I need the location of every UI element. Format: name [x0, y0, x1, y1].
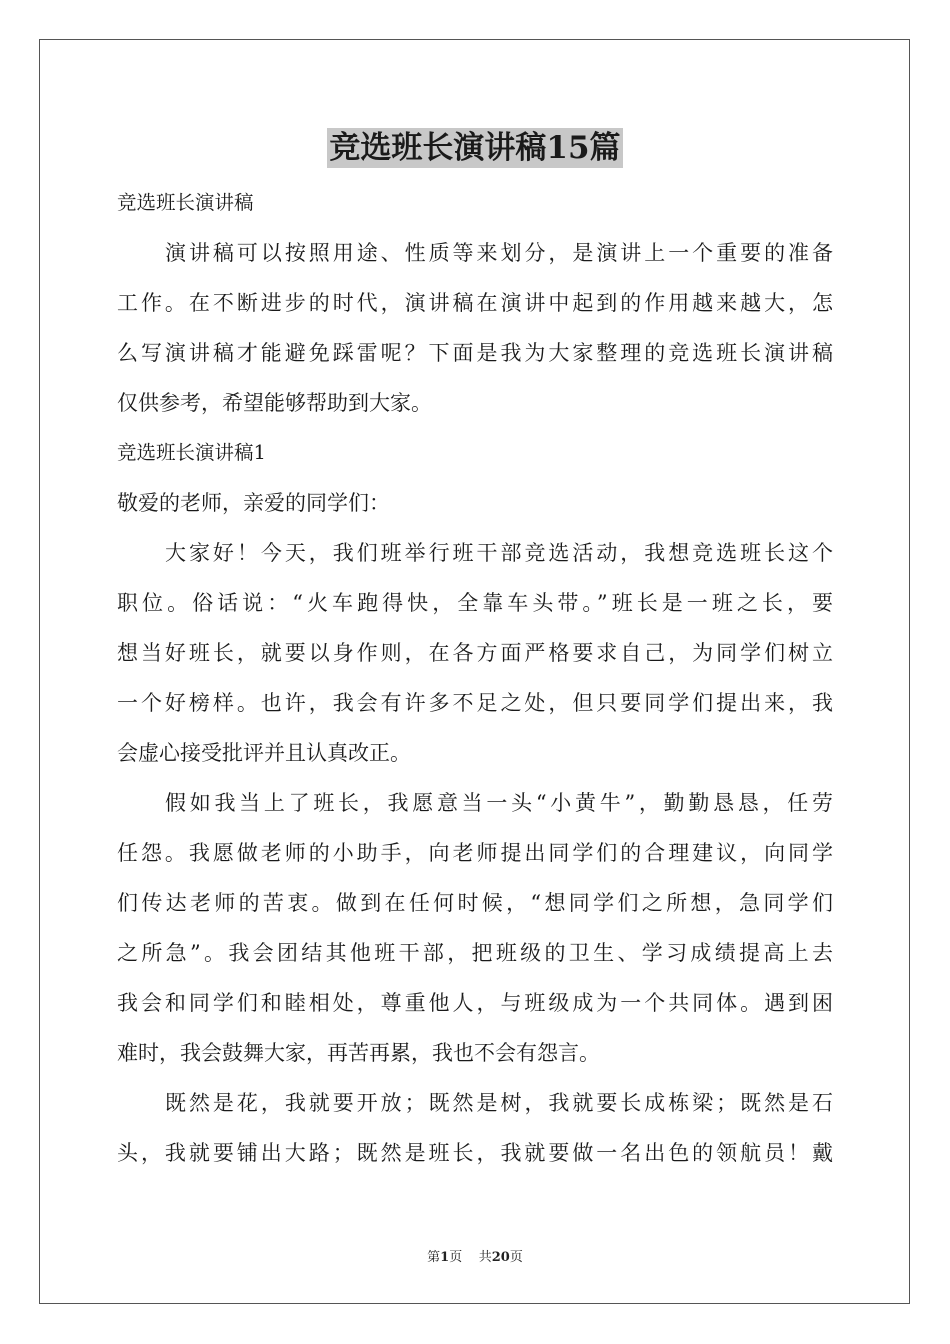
- text-line: 竞选班长演讲稿: [117, 191, 254, 214]
- document-body: [117, 178, 833, 1178]
- text-line: 想当好班长，就要以身作则，在各方面严格要求自己，为同学们树立: [117, 641, 833, 665]
- text-line: 工作。在不断进步的时代，演讲稿在演讲中起到的作用越来越大，怎: [117, 291, 833, 315]
- text-line: 敬爱的老师，亲爱的同学们：: [117, 491, 390, 515]
- text-line: 既然是花，我就要开放；既然是树，我就要长成栋梁；既然是石: [165, 1091, 833, 1115]
- text-line: 大家好！今天，我们班举行班干部竞选活动，我想竞选班长这个: [165, 541, 833, 565]
- text-line: 仅供参考，希望能够帮助到大家。: [117, 391, 432, 415]
- text-line: 会虚心接受批评并且认真改正。: [117, 741, 411, 765]
- page-label-prefix: 第: [427, 1250, 441, 1265]
- text-line: 头，我就要铺出大路；既然是班长，我就要做一名出色的领航员！戴: [117, 1141, 833, 1165]
- text-line: 任怨。我愿做老师的小助手，向老师提出同学们的合理建议，向同学: [117, 841, 833, 865]
- total-pages: 20: [491, 1250, 510, 1265]
- text-line: 一个好榜样。也许，我会有许多不足之处，但只要同学们提出来，我: [117, 691, 833, 715]
- page-label-suffix: 页: [449, 1250, 463, 1265]
- text-line: 竞选班长演讲稿1: [117, 441, 266, 464]
- title-container: [0, 128, 950, 168]
- text-line: 么写演讲稿才能避免踩雷呢？下面是我为大家整理的竞选班长演讲稿: [117, 341, 833, 365]
- text-line: 职位。俗话说：“火车跑得快，全靠车头带。”班长是一班之长，要: [117, 591, 833, 615]
- text-line: 演讲稿可以按照用途、性质等来划分，是演讲上一个重要的准备: [165, 241, 833, 265]
- page-number: 1: [440, 1250, 450, 1265]
- text-line: 之所急”。我会团结其他班干部，把班级的卫生、学习成绩提高上去: [117, 941, 833, 965]
- document-title: 竞选班长演讲稿15篇: [329, 130, 621, 166]
- page-footer: [0, 1246, 950, 1265]
- text-line: 我会和同学们和睦相处，尊重他人，与班级成为一个共同体。遇到困: [117, 991, 833, 1015]
- text-line: 难时，我会鼓舞大家，再苦再累，我也不会有怨言。: [117, 1041, 600, 1065]
- total-label-suffix: 页: [509, 1250, 523, 1265]
- text-line: 们传达老师的苦衷。做到在任何时候，“想同学们之所想，急同学们: [117, 891, 833, 915]
- text-line: 假如我当上了班长，我愿意当一头“小黄牛”，勤勤恳恳，任劳: [165, 791, 833, 815]
- total-label-prefix: 共: [478, 1250, 492, 1265]
